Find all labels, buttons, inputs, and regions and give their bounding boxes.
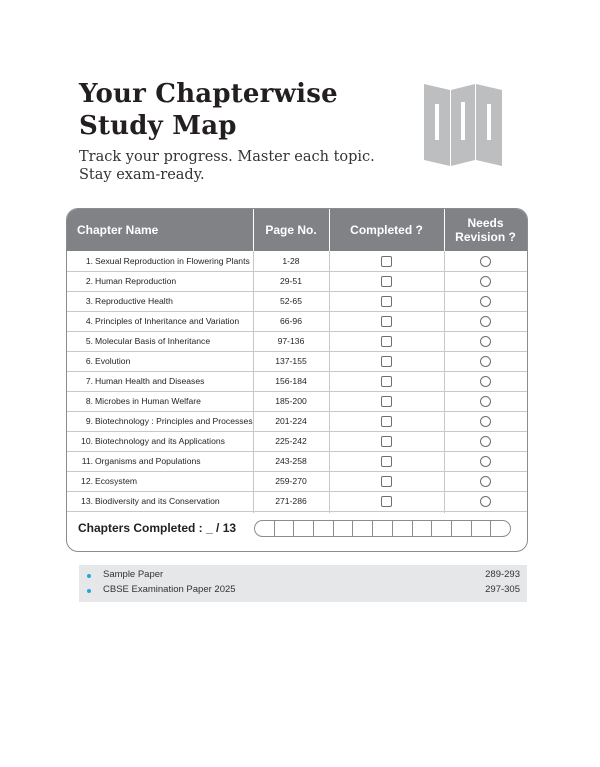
needs-revision-radio[interactable] [480, 276, 491, 287]
needs-revision-radio[interactable] [480, 256, 491, 267]
revision-cell [444, 371, 527, 391]
tracker-segment[interactable] [314, 521, 334, 536]
extra-resources [79, 565, 527, 602]
chapter-name: Organisms and Populations [95, 456, 201, 466]
chapter-number: 4. [85, 316, 93, 326]
chapter-name: Microbes in Human Welfare [95, 396, 201, 406]
chapters-completed-label: Chapters Completed : _ / 13 [78, 521, 237, 535]
chapter-number: 2. [85, 276, 93, 286]
chapter-name: Biotechnology : Principles and Processes [95, 416, 253, 426]
header-needs-revision [444, 209, 527, 251]
completed-cell [329, 411, 444, 431]
table-header [67, 209, 527, 251]
completed-checkbox[interactable] [381, 336, 392, 347]
extra-pages: 297-305 [485, 584, 520, 595]
tracker-segment[interactable] [491, 521, 510, 536]
needs-revision-radio[interactable] [480, 496, 491, 507]
table-row [67, 331, 527, 352]
extra-pages: 289-293 [485, 569, 520, 580]
table-row [67, 251, 527, 272]
tracker-segment[interactable] [452, 521, 472, 536]
needs-revision-radio[interactable] [480, 316, 491, 327]
completed-cell [329, 291, 444, 311]
page-title [79, 78, 338, 142]
revision-cell [444, 471, 527, 491]
chapter-name: Biotechnology and its Applications [95, 436, 225, 446]
table-row [67, 431, 527, 452]
header-chapter-name: Chapter Name [77, 223, 159, 237]
completed-cell [329, 391, 444, 411]
needs-revision-radio[interactable] [480, 396, 491, 407]
chapter-name: Molecular Basis of Inheritance [95, 336, 211, 346]
completed-cell [329, 271, 444, 291]
header-revision-line-1: Needs [467, 216, 504, 230]
title-line-1: Your Chapterwise [79, 79, 338, 109]
needs-revision-radio[interactable] [480, 296, 491, 307]
chapter-name: Biodiversity and its Conservation [95, 496, 220, 506]
page-subtitle [79, 148, 375, 184]
chapter-number: 5. [85, 336, 93, 346]
chapter-pages: 243-258 [275, 456, 307, 466]
table-row [67, 411, 527, 432]
chapter-pages: 137-155 [275, 356, 307, 366]
completed-cell [329, 431, 444, 451]
revision-cell [444, 291, 527, 311]
tracker-segment[interactable] [255, 521, 275, 536]
header-divider [444, 209, 445, 251]
chapter-pages: 1-28 [282, 256, 300, 266]
completed-checkbox[interactable] [381, 396, 392, 407]
study-map-table [66, 208, 528, 552]
tracker-segment[interactable] [472, 521, 492, 536]
needs-revision-radio[interactable] [480, 456, 491, 467]
chapter-pages: 156-184 [275, 376, 307, 386]
folded-map-icon [424, 82, 502, 166]
chapter-number: 10. [81, 436, 93, 446]
chapter-name: Principles of Inheritance and Variation [95, 316, 240, 326]
chapter-number: 7. [85, 376, 93, 386]
chapter-name: Human Reproduction [95, 276, 177, 286]
chapter-number: 9. [85, 416, 93, 426]
revision-cell [444, 331, 527, 351]
list-item [79, 568, 527, 583]
chapter-pages: 259-270 [275, 476, 307, 486]
header-divider [253, 209, 254, 251]
tracker-segment[interactable] [393, 521, 413, 536]
chapter-pages: 201-224 [275, 416, 307, 426]
needs-revision-radio[interactable] [480, 336, 491, 347]
completed-checkbox[interactable] [381, 276, 392, 287]
tracker-segment[interactable] [275, 521, 295, 536]
column-divider [329, 251, 330, 513]
tracker-segment[interactable] [373, 521, 393, 536]
revision-cell [444, 271, 527, 291]
completed-checkbox[interactable] [381, 456, 392, 467]
completed-checkbox[interactable] [381, 316, 392, 327]
revision-cell [444, 451, 527, 471]
table-row [67, 451, 527, 472]
needs-revision-radio[interactable] [480, 356, 491, 367]
chapter-name: Evolution [95, 356, 131, 366]
column-divider [444, 251, 445, 513]
table-row [67, 371, 527, 392]
header-page-no: Page No. [265, 223, 317, 237]
column-divider [253, 251, 254, 513]
chapter-number: 11. [81, 456, 93, 466]
tracker-segment[interactable] [413, 521, 433, 536]
needs-revision-radio[interactable] [480, 416, 491, 427]
completed-cell [329, 311, 444, 331]
completed-checkbox[interactable] [381, 256, 392, 267]
revision-cell [444, 251, 527, 271]
subtitle-line-1: Track your progress. Master each topic. [79, 149, 375, 165]
completed-cell [329, 491, 444, 511]
completed-checkbox[interactable] [381, 416, 392, 427]
header-divider [329, 209, 330, 251]
header-completed: Completed ? [350, 223, 423, 237]
revision-cell [444, 391, 527, 411]
needs-revision-radio[interactable] [480, 436, 491, 447]
chapter-pages: 97-136 [277, 336, 305, 346]
revision-cell [444, 351, 527, 371]
extra-label: Sample Paper [103, 569, 164, 580]
chapter-number: 12. [81, 476, 93, 486]
completed-checkbox[interactable] [381, 436, 392, 447]
chapter-name: Human Health and Diseases [95, 376, 205, 386]
completed-checkbox[interactable] [381, 296, 392, 307]
chapter-number: 13. [81, 496, 93, 506]
chapter-name: Ecosystem [95, 476, 138, 486]
tracker-segment[interactable] [294, 521, 314, 536]
chapter-number: 6. [85, 356, 93, 366]
tracker-segment[interactable] [353, 521, 373, 536]
table-row [67, 271, 527, 292]
completed-cell [329, 371, 444, 391]
header-revision-line-2: Revision ? [455, 230, 516, 244]
bullet-icon [87, 574, 91, 578]
revision-cell [444, 491, 527, 511]
chapter-pages: 271-286 [275, 496, 307, 506]
completed-checkbox[interactable] [381, 376, 392, 387]
completed-cell [329, 331, 444, 351]
completed-checkbox[interactable] [381, 496, 392, 507]
title-line-2: Study Map [79, 111, 237, 141]
revision-cell [444, 311, 527, 331]
completed-cell [329, 251, 444, 271]
needs-revision-radio[interactable] [480, 376, 491, 387]
completed-cell [329, 351, 444, 371]
table-row [67, 471, 527, 492]
table-row [67, 491, 527, 512]
table-row [67, 291, 527, 312]
tracker-segment[interactable] [432, 521, 452, 536]
chapter-name: Sexual Reproduction in Flowering Plants [95, 256, 250, 266]
extra-label: CBSE Examination Paper 2025 [103, 584, 236, 595]
list-item [79, 583, 527, 598]
chapter-number: 8. [85, 396, 93, 406]
table-row [67, 311, 527, 332]
chapter-pages: 29-51 [280, 276, 302, 286]
progress-tracker [254, 520, 511, 537]
completed-checkbox[interactable] [381, 356, 392, 367]
subtitle-line-2: Stay exam-ready. [79, 167, 205, 183]
completed-checkbox[interactable] [381, 476, 392, 487]
chapter-name: Reproductive Health [95, 296, 173, 306]
chapter-number: 3. [85, 296, 93, 306]
revision-cell [444, 431, 527, 451]
chapter-pages: 52-65 [280, 296, 302, 306]
needs-revision-radio[interactable] [480, 476, 491, 487]
revision-cell [444, 411, 527, 431]
table-row [67, 391, 527, 412]
chapter-number: 1. [85, 256, 93, 266]
tracker-segment[interactable] [334, 521, 354, 536]
completed-cell [329, 471, 444, 491]
completed-cell [329, 451, 444, 471]
bullet-icon [87, 589, 91, 593]
chapter-pages: 66-96 [280, 316, 302, 326]
chapter-pages: 185-200 [275, 396, 307, 406]
table-row [67, 351, 527, 372]
chapter-pages: 225-242 [275, 436, 307, 446]
